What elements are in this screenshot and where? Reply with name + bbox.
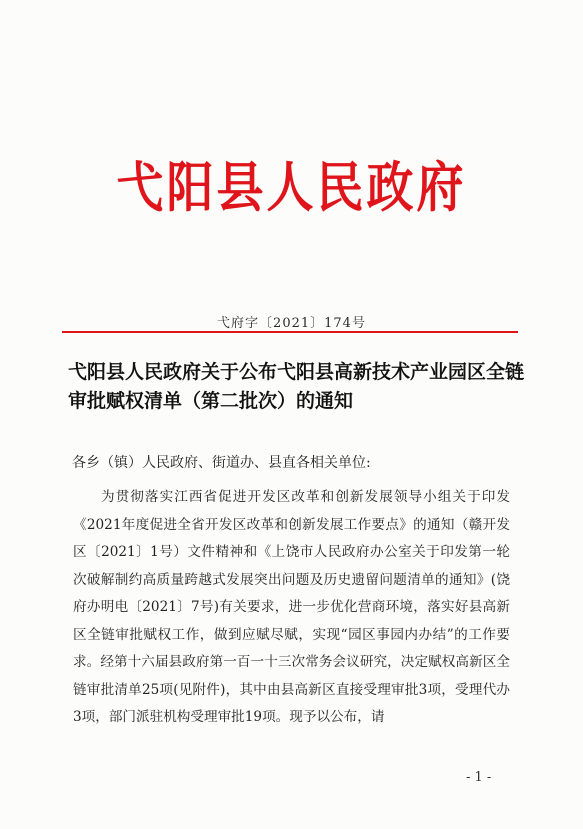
red-divider	[62, 331, 518, 333]
body-paragraph: 为贯彻落实江西省促进开发区改革和创新发展领导小组关于印发《2021年度促进全省开发区改革和创新发展工作要点》的通知（赣开发区〔2021〕1号）文件精神和《上饶市人民政府办公室关于印发第一轮次破解制约高质量跨越式发展突出问题及历史遗留问题清单的通知》(饶府办明电〔2021〕7号)有关要求，进一步优化营商环境，落实好县高新区全链审批赋权工作，做到应赋尽赋，实现“园区事园内办结”的工作要求。经第十六届县政府第一百一十三次常务会议研究，决定赋权高新区全链审批清单25项(见附件)，其中由县高新区直接受理审批3项，受理代办3项，部门派驻机构受理审批19项。现予以公布，请	[73, 489, 510, 725]
issuer-header: 弋阳县人民政府	[116, 156, 467, 220]
page-number: - 1 -	[466, 770, 492, 785]
document-number: 弋府字〔2021〕174号	[217, 316, 366, 331]
document-title: 弋阳县人民政府关于公布弋阳县高新技术产业园区全链审批赋权清单（第二批次）的通知	[68, 361, 525, 412]
recipients-line: 各乡（镇）人民政府、街道办、县直各相关单位:	[72, 455, 371, 471]
